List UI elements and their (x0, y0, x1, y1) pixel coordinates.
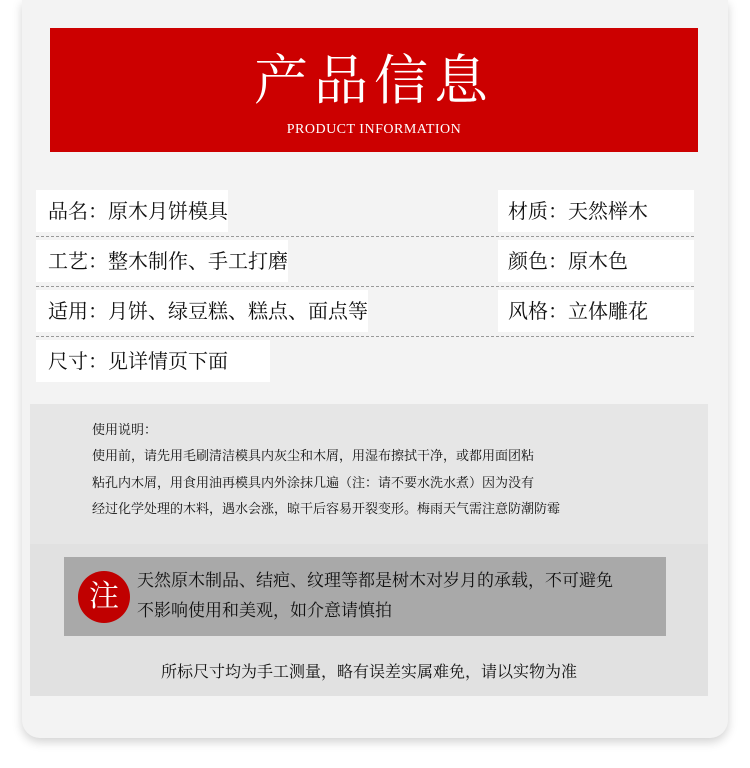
warning-badge-icon: 注 (78, 571, 130, 623)
banner-title: 产品信息 (254, 49, 494, 112)
spec-usage: 适用：月饼、绿豆糕、糕点、面点等 (36, 290, 368, 332)
banner-subtitle: PRODUCT INFORMATION (286, 122, 462, 137)
product-info-banner (50, 28, 698, 152)
spec-style: 风格：立体雕花 (498, 290, 694, 332)
usage-line: 经过化学处理的木料，遇水会涨，晾干后容易开裂变形。梅雨天气需注意防潮防霉 (92, 502, 561, 517)
spec-color: 颜色：原木色 (498, 240, 694, 282)
usage-instructions (30, 404, 708, 544)
warning-line: 天然原木制品、结疤、纹理等都是树木对岁月的承载，不可避免 (137, 571, 613, 591)
usage-line: 粘孔内木屑，用食用油再模具内外涂抹几遍（注：请不要水洗水煮）因为没有 (92, 476, 535, 491)
spec-product-name: 品名：原木月饼模具 (36, 190, 228, 232)
warning-line: 不影响使用和美观，如介意请慎拍 (137, 601, 392, 621)
spec-material: 材质：天然榉木 (498, 190, 694, 232)
usage-line: 使用前，请先用毛刷清洁模具内灰尘和木屑，用湿布擦拭干净，或都用面团粘 (92, 449, 535, 464)
spec-row (36, 236, 694, 286)
warning-box (64, 557, 666, 636)
spec-row (36, 186, 694, 236)
spec-row (36, 286, 694, 336)
measurement-note: 所标尺寸均为手工测量，略有误差实属难免，请以实物为准 (160, 662, 577, 681)
spec-craft: 工艺：整木制作、手工打磨 (36, 240, 288, 282)
notes-section (30, 404, 708, 696)
spec-row (36, 336, 694, 386)
usage-title: 使用说明： (92, 423, 158, 438)
spec-size: 尺寸：见详情页下面 (36, 340, 270, 382)
